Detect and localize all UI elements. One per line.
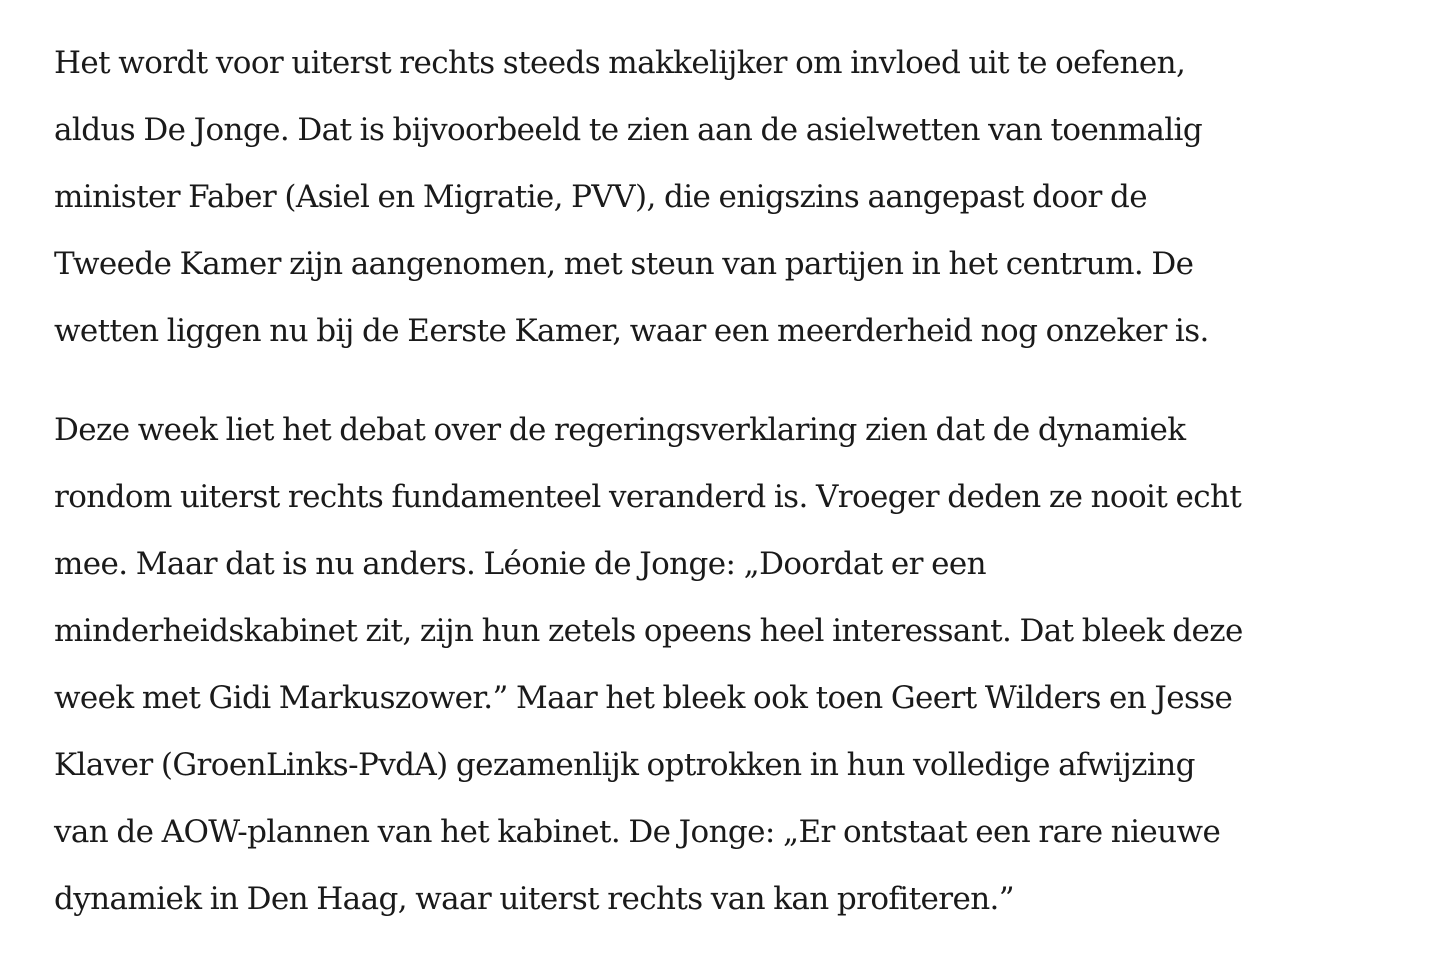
paragraph-line: rondom uiterst rechts fundamenteel veranderd is. Vroeger deden ze nooit echt xyxy=(54,479,1242,515)
paragraph-line: minderheidskabinet zit, zijn hun zetels opeens heel interessant. Dat bleek deze xyxy=(54,613,1243,649)
paragraph-line: aldus De Jonge. Dat is bijvoorbeeld te zien aan de asielwetten van toenmalig xyxy=(54,112,1203,148)
article-paragraph xyxy=(54,30,1394,365)
paragraph-line: Tweede Kamer zijn aangenomen, met steun van partijen in het centrum. De xyxy=(54,246,1194,282)
article-paragraph xyxy=(54,397,1394,933)
paragraph-line: van de AOW-plannen van het kabinet. De Jonge: „Er ontstaat een rare nieuwe xyxy=(54,814,1221,850)
paragraph-line: mee. Maar dat is nu anders. Léonie de Jonge: „Doordat er een xyxy=(54,546,986,582)
paragraph-line: Klaver (GroenLinks-PvdA) gezamenlijk optrokken in hun volledige afwijzing xyxy=(54,747,1195,783)
paragraph-line: wetten liggen nu bij de Eerste Kamer, waar een meerderheid nog onzeker is. xyxy=(54,313,1209,349)
paragraph-line: Het wordt voor uiterst rechts steeds makkelijker om invloed uit te oefenen, xyxy=(54,45,1186,81)
paragraph-line: week met Gidi Markuszower.” Maar het bleek ook toen Geert Wilders en Jesse xyxy=(54,680,1233,716)
article-body xyxy=(54,30,1394,965)
paragraph-line: Deze week liet het debat over de regeringsverklaring zien dat de dynamiek xyxy=(54,412,1186,448)
paragraph-line: dynamiek in Den Haag, waar uiterst rechts van kan profiteren.” xyxy=(54,881,1015,917)
paragraph-line: minister Faber (Asiel en Migratie, PVV), die enigszins aangepast door de xyxy=(54,179,1147,215)
